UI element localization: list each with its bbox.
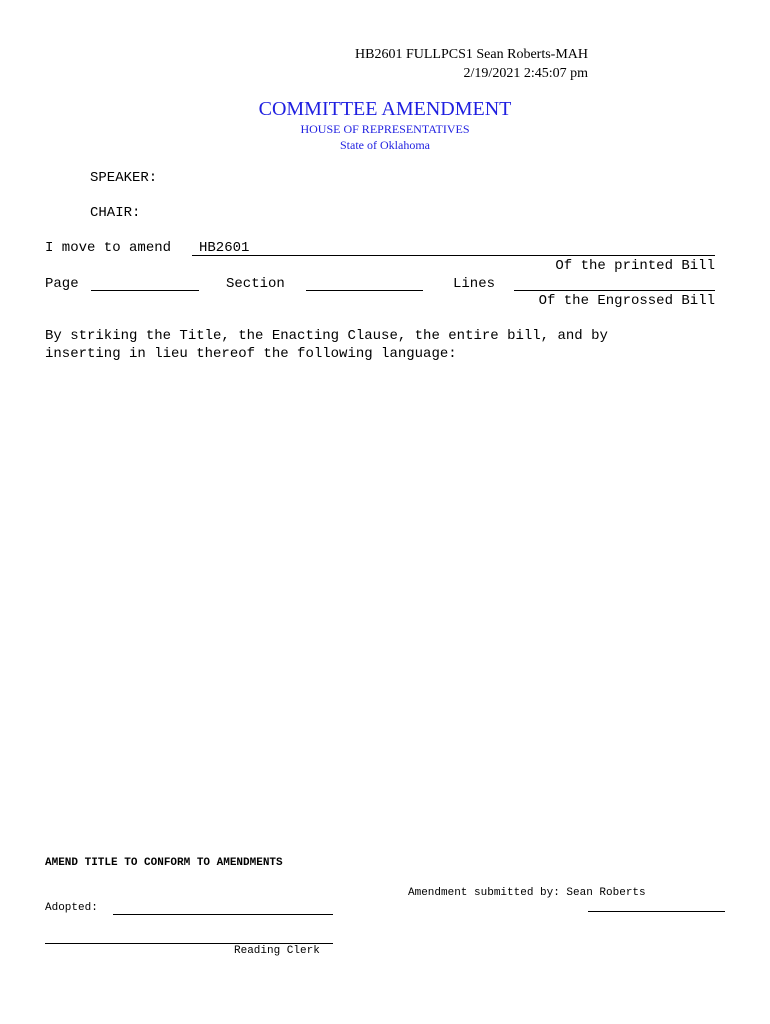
page-field-line[interactable] xyxy=(91,290,199,291)
printed-bill-label: Of the printed Bill xyxy=(555,258,715,274)
move-to-amend-label: I move to amend xyxy=(45,240,172,256)
lines-label: Lines xyxy=(453,276,496,292)
section-field-line[interactable] xyxy=(306,290,423,291)
header-timestamp: 2/19/2021 2:45:07 pm xyxy=(463,66,588,81)
bill-number-value[interactable]: HB2601 xyxy=(199,240,250,256)
amend-title-heading: AMEND TITLE TO CONFORM TO AMENDMENTS xyxy=(45,857,283,869)
bill-number-line xyxy=(192,255,715,256)
body-text-line-1: By striking the Title, the Enacting Clause, the entire bill, and by xyxy=(45,328,608,344)
reading-clerk-label: Reading Clerk xyxy=(234,945,320,957)
state-subtitle: State of Oklahoma xyxy=(340,138,430,152)
page-label: Page xyxy=(45,276,79,292)
submitter-signature-line xyxy=(588,911,725,912)
adopted-label: Adopted: xyxy=(45,902,98,914)
chair-label: CHAIR: xyxy=(90,205,141,221)
submitted-by-text: Amendment submitted by: Sean Roberts xyxy=(408,887,646,899)
adopted-signature-line[interactable] xyxy=(113,914,333,915)
header-document-id: HB2601 FULLPCS1 Sean Roberts-MAH xyxy=(355,47,588,62)
house-subtitle: HOUSE OF REPRESENTATIVES xyxy=(300,122,470,136)
body-text-line-2: inserting in lieu thereof the following language: xyxy=(45,346,457,362)
section-label: Section xyxy=(226,276,285,292)
speaker-label: SPEAKER: xyxy=(90,170,158,186)
engrossed-bill-label: Of the Engrossed Bill xyxy=(538,293,715,309)
reading-clerk-signature-line[interactable] xyxy=(45,943,333,944)
lines-field-line[interactable] xyxy=(514,290,715,291)
page-title: COMMITTEE AMENDMENT xyxy=(258,98,512,120)
